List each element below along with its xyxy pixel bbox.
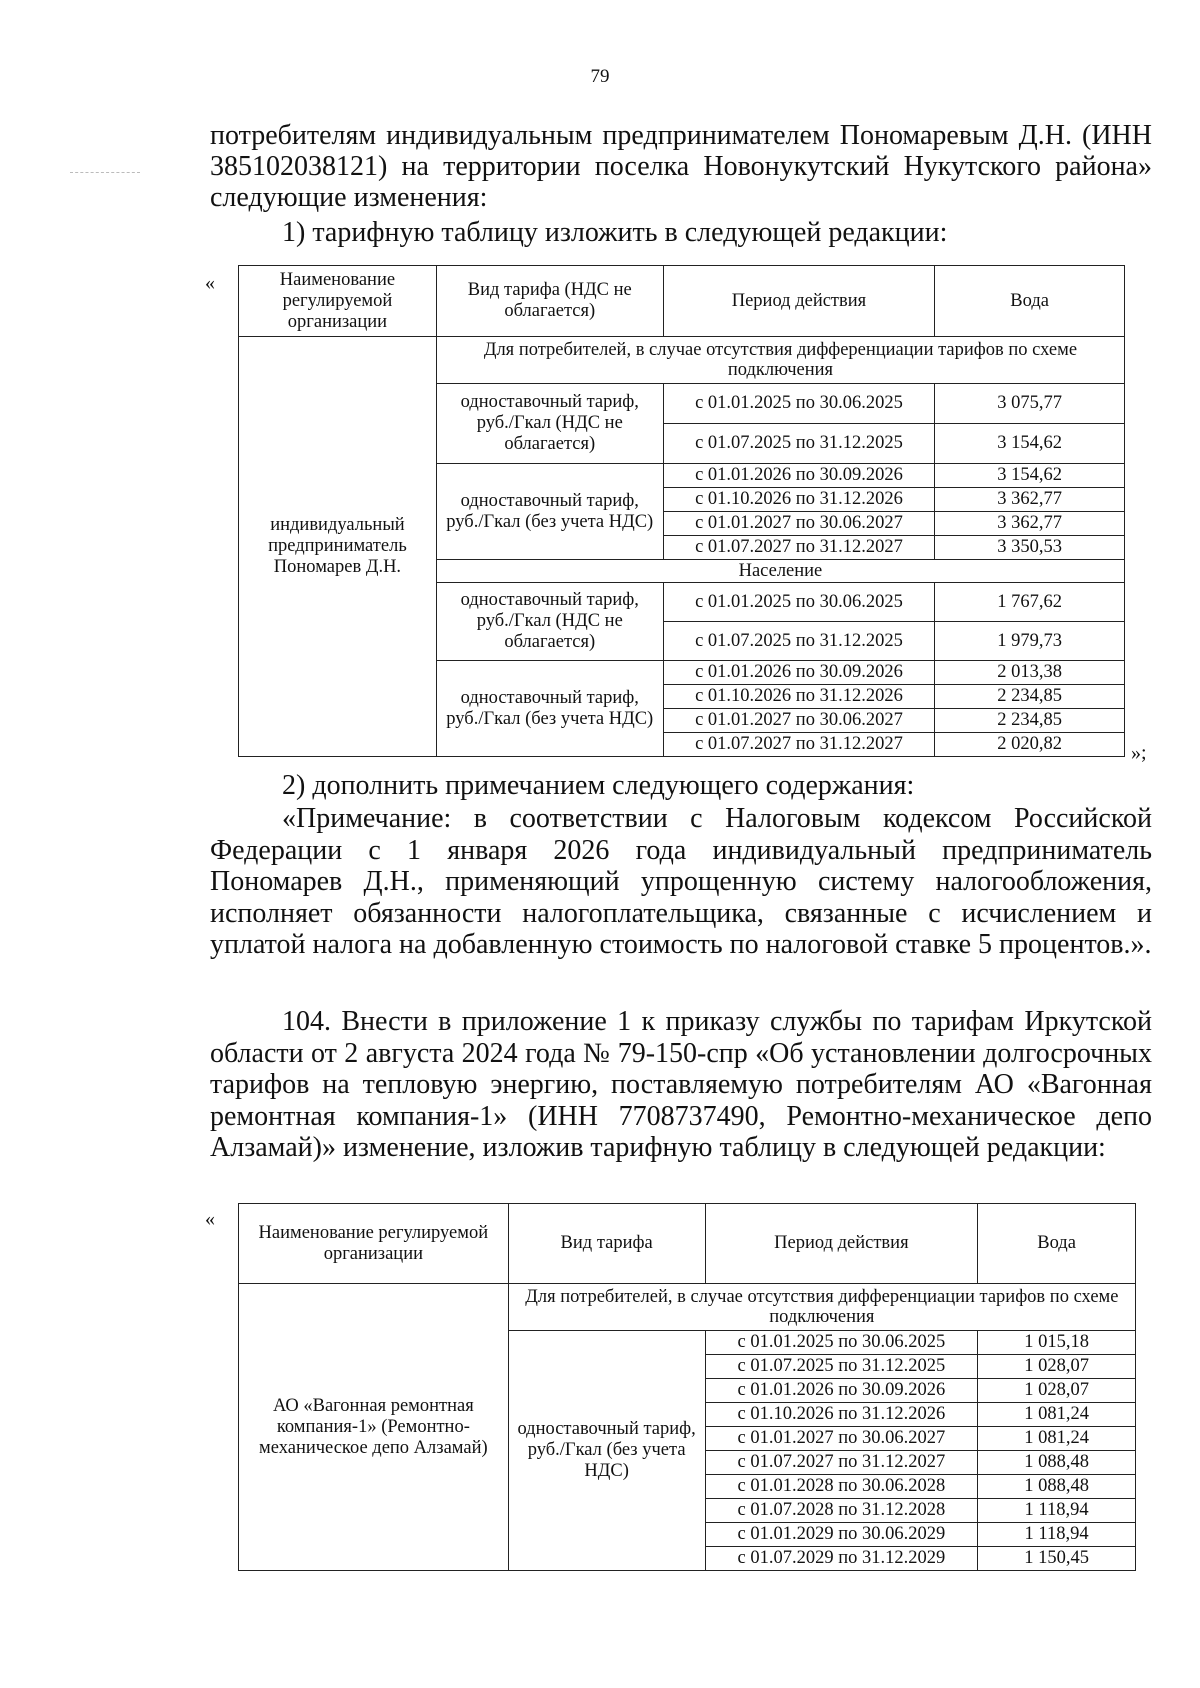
table-1-value: 2 234,85 [935,709,1125,733]
table-2-value: 1 081,24 [978,1427,1136,1451]
item-2-heading: 2) дополнить примечанием следующего содержания: [282,770,915,801]
table-2-header-org: Наименование регулируемой организации [239,1204,509,1284]
table-1-value: 3 154,62 [935,464,1125,488]
table-2-value: 1 118,94 [978,1499,1136,1523]
table-2-header-water: Вода [978,1204,1136,1284]
table-1-period: с 01.01.2027 по 30.06.2027 [663,512,935,536]
table-2-value: 1 028,07 [978,1379,1136,1403]
table-2-org-name: АО «Вагонная ремонтная компания-1» (Ремонтно-механическое депо Алзамай) [239,1284,509,1571]
table-1-value: 3 362,77 [935,488,1125,512]
table-1-value: 3 075,77 [935,384,1125,424]
tariff-table-1 [238,265,1125,757]
table-1-period: с 01.01.2027 по 30.06.2027 [663,709,935,733]
table-1-value: 3 362,77 [935,512,1125,536]
table-1-period: с 01.01.2025 по 30.06.2025 [663,583,935,622]
scan-artifact [70,172,140,174]
table-2-tariff-type: одноставочный тариф, руб./Гкал (без учета НДС) [508,1331,705,1571]
table-1-period: с 01.01.2026 по 30.09.2026 [663,464,935,488]
page-number: 79 [590,66,610,87]
table-1-header-tariff: Вид тарифа (НДС не облагается) [436,266,663,337]
table-2-value: 1 088,48 [978,1475,1136,1499]
table-1-value: 2 013,38 [935,661,1125,685]
tariff-table-2 [238,1203,1136,1571]
table-1-header-row [239,266,1125,337]
table-1-tariff-type: одноставочный тариф, руб./Гкал (без учета НДС) [436,661,663,757]
table-2-section-title: Для потребителей, в случае отсутствия дифференциации тарифов по схеме подключения [508,1284,1135,1331]
table-1-tariff-type: одноставочный тариф, руб./Гкал (НДС не облагается) [436,384,663,464]
table-2-period: с 01.01.2029 по 30.06.2029 [705,1523,978,1547]
table-2-period: с 01.07.2029 по 31.12.2029 [705,1547,978,1571]
table-2-value: 1 150,45 [978,1547,1136,1571]
table-2-open-quote: « [205,1208,215,1230]
table-2-value: 1 015,18 [978,1331,1136,1355]
table-1-period: с 01.07.2027 по 31.12.2027 [663,733,935,757]
table-2-period: с 01.01.2026 по 30.09.2026 [705,1379,978,1403]
table-1-header-water: Вода [935,266,1125,337]
table-1-period: с 01.07.2027 по 31.12.2027 [663,536,935,560]
table-2-header-period: Период действия [705,1204,978,1284]
table-1-value: 1 979,73 [935,622,1125,661]
table-2-period: с 01.07.2025 по 31.12.2025 [705,1355,978,1379]
note-paragraph: «Примечание: в соответствии с Налоговым кодексом Российской Федерации с 1 января 2026 года индивидуальный предприниматель Пономарев Д.Н., применяющий упрощенную систему налогообложения, исполняет обязанности налогоплательщика, связанные с исчислением и уплатой налога на добавленную стоимость по налоговой ставке 5 процентов.». [210,803,1152,960]
item-104-paragraph: 104. Внести в приложение 1 к приказу службы по тарифам Иркутской области от 2 августа 2024 года № 79-150-спр «Об установлении долгосрочных тарифов на тепловую энергию, поставляемую потребителям АО «Вагонная ремонтная компания-1» (ИНН 7708737490, Ремонтно-механическое депо Алзамай)» изменение, изложив тарифную таблицу в следующей редакции: [210,1006,1152,1163]
table-2-value: 1 118,94 [978,1523,1136,1547]
item-1-heading: 1) тарифную таблицу изложить в следующей редакции: [282,217,948,248]
table-2-value: 1 081,24 [978,1403,1136,1427]
table-1-close-quote: »; [1131,742,1147,764]
table-1-header-period: Период действия [663,266,935,337]
table-1-value: 3 350,53 [935,536,1125,560]
table-1-value: 1 767,62 [935,583,1125,622]
table-1-tariff-type: одноставочный тариф, руб./Гкал (без учета НДС) [436,464,663,560]
table-1-tariff-type: одноставочный тариф, руб./Гкал (НДС не облагается) [436,583,663,661]
table-1-section-title: Для потребителей, в случае отсутствия дифференциации тарифов по схеме подключения [436,337,1124,384]
table-2-period: с 01.10.2026 по 31.12.2026 [705,1403,978,1427]
table-1-value: 3 154,62 [935,424,1125,464]
table-1-org-name: индивидуальный предприниматель Пономарев Д.Н. [239,337,437,757]
table-1-period: с 01.10.2026 по 31.12.2026 [663,488,935,512]
table-1-section-population: Население [436,560,1124,583]
table-1-period: с 01.01.2026 по 30.09.2026 [663,661,935,685]
table-2-period: с 01.07.2028 по 31.12.2028 [705,1499,978,1523]
table-2-header-row [239,1204,1136,1284]
table-1-value: 2 020,82 [935,733,1125,757]
table-1-period: с 01.01.2025 по 30.06.2025 [663,384,935,424]
intro-paragraph: потребителям индивидуальным предпринимателем Пономаревым Д.Н. (ИНН 385102038121) на территории поселка Новонукутский Нукутского района» следующие изменения: [210,120,1152,213]
table-2-period: с 01.01.2027 по 30.06.2027 [705,1427,978,1451]
table-2-header-tariff: Вид тарифа [508,1204,705,1284]
table-1-period: с 01.07.2025 по 31.12.2025 [663,424,935,464]
table-1-period: с 01.07.2025 по 31.12.2025 [663,622,935,661]
table-2-period: с 01.01.2028 по 30.06.2028 [705,1475,978,1499]
table-2-period: с 01.01.2025 по 30.06.2025 [705,1331,978,1355]
table-1-period: с 01.10.2026 по 31.12.2026 [663,685,935,709]
table-2-period: с 01.07.2027 по 31.12.2027 [705,1451,978,1475]
table-2-value: 1 088,48 [978,1451,1136,1475]
table-2-value: 1 028,07 [978,1355,1136,1379]
table-1-open-quote: « [205,272,215,294]
table-1-value: 2 234,85 [935,685,1125,709]
table-1-header-org: Наименование регулируемой организации [239,266,437,337]
